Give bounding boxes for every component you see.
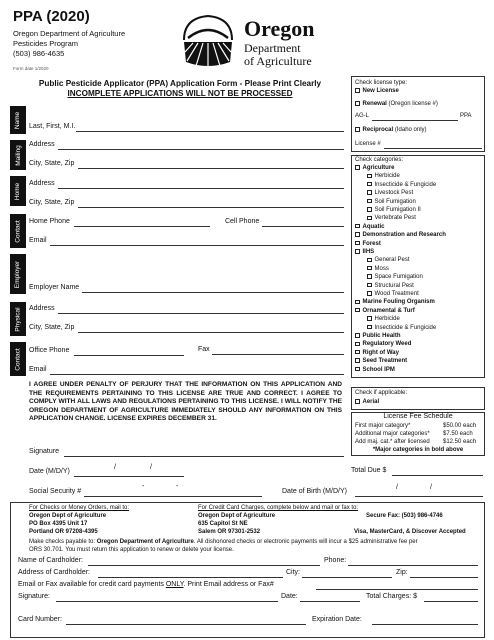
category-checkbox[interactable] [355,198,416,207]
category-checkbox[interactable] [355,223,385,232]
checkbox-icon [367,190,372,195]
form-code-title: PPA (2020) [13,8,90,25]
checkbox-icon [367,283,372,288]
category-label: Space Fumigation [374,274,423,281]
section-physical-tab: Physical [10,302,26,336]
cc-address-line[interactable] [98,577,283,578]
dob-line[interactable] [355,496,483,497]
cc-address-label: Address of Cardholder: [18,569,90,576]
dept-name: Oregon Department of Agriculture [13,29,126,38]
category-checkbox[interactable] [355,290,419,299]
employer-name-line[interactable] [82,292,344,293]
section-contact-tab: Contact [10,214,26,248]
cc-line3: Salem OR 97301-2532 [198,529,261,535]
license-heading: Check license type: [355,80,408,86]
email-suffix: . Print Email address or Fax# [183,581,274,588]
email-label: Email [29,237,47,244]
category-label: Agriculture [362,165,395,171]
employer-name-label: Employer Name [29,284,80,291]
total-due-label: Total Due $ [351,467,387,474]
cc-date-line[interactable] [300,601,360,602]
category-label: General Pest [374,257,410,264]
physical-city-line[interactable] [78,332,344,333]
checkbox-icon [355,241,360,246]
cc-line1: Oregon Dept of Agriculture [198,513,276,519]
home-phone-label: Home Phone [29,218,70,225]
dob-slash-2: / [430,484,432,491]
category-checkbox[interactable] [355,256,410,265]
office-phone-label: Office Phone [29,347,70,354]
cc-phone-line[interactable] [348,565,478,566]
card-number-line[interactable] [66,624,306,625]
category-label: Demonstration and Research [362,232,446,239]
total-due-line[interactable] [392,475,483,476]
cell-phone-label: Cell Phone [225,218,260,225]
form-date: Form date 1/2020 [13,66,49,71]
signature-label: Signature [29,448,59,455]
fee-note: *Major categories in bold above [372,447,464,453]
org-name: Oregon [244,16,315,41]
checkbox-icon [355,127,360,132]
category-checkbox[interactable] [355,307,415,316]
checkbox-icon [367,258,372,263]
category-checkbox[interactable] [355,214,416,223]
reciprocal-note: (Idaho only) [394,127,427,133]
mailing-city-label: City, State, Zip [29,160,75,167]
license-num-label: License # [355,141,381,147]
category-label: Insecticide & Fungicide [374,181,437,188]
last-first-label: Last, First, M.I. [29,123,76,130]
category-label: Regulatory Weed [362,341,412,348]
category-label: Insecticide & Fungicide [374,324,437,331]
mailing-city-line[interactable] [78,168,344,169]
category-label: Wood Treatment [374,291,419,297]
physical-address-label: Address [29,305,55,312]
category-label: Right of Way [362,349,399,356]
checkbox-icon [355,300,360,305]
check-heading: For Checks or Money Orders, mail to: [29,505,130,511]
reciprocal-checkbox[interactable] [355,126,427,135]
cardholder-label: Name of Cardholder: [18,557,83,564]
signature-line[interactable] [64,456,344,457]
home-city-label: City, State, Zip [29,199,75,206]
new-license-label: New License [362,88,399,94]
expiration-label: Expiration Date: [312,616,362,623]
physical-address-line[interactable] [58,313,344,314]
total-charges-label: Total Charges: $ [366,593,417,600]
categories-heading: Check categories: [355,157,404,163]
category-label: Livestock Pest [374,190,414,197]
form-title: Public Pesticide Applicator (PPA) Application Form - Please Print Clearly INCOMPLETE APPLICATIONS WILL NOT BE PROCESSED [38,79,322,98]
total-charges-line[interactable] [424,601,478,602]
category-label: Seed Treatment [362,358,408,365]
category-label: Forest [362,240,381,247]
ssn-dash-2: - [176,483,179,490]
category-label: Marine Fouling Organism [362,299,435,306]
checkbox-icon [355,249,360,254]
cc-heading: For Credit Card Charges, complete below and mail or fax to: [198,505,359,511]
expiration-line[interactable] [372,624,478,625]
mailing-address-label: Address [29,141,55,148]
checkbox-icon [355,399,360,404]
category-label: Ornamental & Turf [362,307,415,314]
last-first-line[interactable] [76,131,344,132]
fee-addmaj-label: Add maj. cat.* after licensed [355,439,430,445]
dept-phone: (503) 986-4635 [13,49,65,58]
cc-signature-label: Signature: [18,593,50,600]
check-line3: Portland OR 97208-4395 [29,529,98,535]
checkbox-icon [367,291,372,296]
cardholder-line[interactable] [88,565,320,566]
cards-accepted: Visa, MasterCard, & Discover Accepted [354,529,466,535]
category-checkbox[interactable] [355,273,423,282]
category-checkbox[interactable] [355,231,446,240]
checkbox-icon [355,165,360,170]
cc-email-label [18,581,274,588]
category-checkbox[interactable] [355,332,401,341]
reciprocal-label: Reciprocal [362,127,394,133]
home-address-label: Address [29,180,55,187]
ssn-line[interactable] [84,496,262,497]
category-checkbox[interactable] [355,172,400,181]
ppa-label: PPA [460,113,472,119]
checkbox-icon [367,216,372,221]
category-checkbox[interactable] [355,240,381,249]
category-label: Structural Pest [374,282,414,289]
checkbox-icon [355,232,360,237]
checkbox-icon [355,342,360,347]
date-slash-2: / [150,464,152,471]
cc-zip-line[interactable] [410,577,478,578]
home-address-line[interactable] [58,188,344,189]
oda-logo-icon [178,12,238,70]
fee-first-amount: $50.00 each [443,423,477,429]
ssn-label: Social Security # [29,488,82,495]
applicable-heading: Check if applicable: [355,390,408,396]
category-checkbox[interactable] [355,248,374,257]
payment-note-1 [29,539,418,547]
category-label: Public Health [362,333,401,339]
category-label: Vertebrate Pest [374,215,416,222]
cc-city-line[interactable] [302,577,392,578]
checkbox-icon [367,199,372,204]
perjury-statement: I AGREE UNDER PENALTY OF PERJURY THAT THE INFORMATION ON THIS APPLICATION AND THE REQUIREMENTS PERTAINING TO THIS LICENSE ARE TRUE AND CORRECT. I AGREE TO COMPLY WITH ALL LAWS AND REGULATIONS PERTAINING TO THIS LICENSE. I WILL NOTIFY THE OREGON DEPARTMENT OF AGRICULTURE IMMEDIATELY SHOULD ANY INFORMATION ON THIS APPLICATION CHANGE. LICENSE EXPIRES DECEMBER 31. [29,381,342,423]
note-suffix: . All dishonored checks or electronic payments will incur a $25 administrative fee per [193,539,418,545]
category-label: Moss [374,265,389,272]
new-license-checkbox[interactable] [355,87,399,96]
category-label: School IPM [362,366,395,373]
cc-phone-label: Phone: [324,557,347,564]
section-employer-tab: Employer [10,254,26,294]
date-line[interactable] [74,476,184,477]
section-home-tab: Home [10,176,26,206]
cc-date-label: Date: [281,593,298,600]
category-checkbox[interactable] [355,324,436,333]
email-line[interactable] [50,245,344,246]
fee-heading: License Fee Schedule [383,413,453,420]
fee-addmaj-amount: $12.50 each [443,439,477,445]
checkbox-icon [355,224,360,229]
category-label: Soil Fumigation II [374,207,421,213]
card-number-label: Card Number: [18,616,62,623]
category-label: Soil Fumigation [374,198,416,205]
category-label: Aquatic [362,223,385,230]
home-city-line[interactable] [78,207,344,208]
cc-city-label: City: [286,569,300,576]
org-line3: of Agriculture [244,54,312,68]
fax-line[interactable] [212,354,344,355]
checkbox-icon [367,325,372,330]
fax-label: Fax [198,346,210,353]
section-mailing-tab: Mailing [10,140,26,170]
secure-fax: Secure Fax: (503) 986-4746 [366,513,443,519]
section-name-tab: Name [10,106,26,134]
category-checkbox[interactable] [355,315,400,324]
checkbox-icon [355,88,360,93]
employer-email-label: Email [29,366,47,373]
category-checkbox[interactable] [355,164,395,173]
agl-label: AG-L [355,113,370,119]
category-checkbox[interactable] [355,357,407,366]
date-label: Date (M/D/Y) [29,468,70,475]
payment-note-2: ORS 30.701. You must return this application to renew or delete your license. [29,547,234,553]
checkbox-icon [355,358,360,363]
renewal-checkbox[interactable] [355,100,438,109]
check-line1: Oregon Dept of Agriculture [29,513,107,519]
cell-phone-line[interactable] [262,226,344,227]
category-label: Herbicide [374,316,400,323]
checkbox-icon [355,101,360,106]
agl-line[interactable] [372,120,458,121]
renewal-note: (Oregon license #) [388,101,438,107]
mailing-address-line[interactable] [58,149,344,150]
org-line2: Department [244,41,301,55]
checkbox-icon [355,333,360,338]
checkbox-icon [367,274,372,279]
checkbox-icon [367,174,372,179]
checkbox-icon [367,182,372,187]
cc-signature-line[interactable] [56,601,278,602]
fee-add-amount: $7.50 each [443,431,473,437]
program-name: Pesticides Program [13,39,79,48]
fee-add-label: Additional major categories* [355,431,430,437]
category-checkbox[interactable] [355,181,436,190]
aerial-label: Aerial [362,399,380,405]
email-prefix: Email or Fax available for credit card payments [18,581,166,588]
dob-slash-1: / [396,484,398,491]
cc-email-line[interactable] [316,589,478,590]
date-slash-1: / [114,464,116,471]
office-phone-line[interactable] [74,355,184,356]
category-checkbox[interactable] [355,282,414,291]
checkbox-icon [367,266,372,271]
cc-zip-label: Zip: [396,569,408,576]
category-checkbox[interactable] [355,298,435,307]
note-payee: Oregon Department of Agriculture [96,539,194,545]
section-contact2-tab: Contact [10,342,26,376]
checkbox-icon [367,316,372,321]
category-checkbox[interactable] [355,366,395,375]
checkbox-icon [355,367,360,372]
category-checkbox[interactable] [355,265,389,274]
checkbox-icon [355,308,360,313]
category-checkbox[interactable] [355,340,411,349]
note-prefix: Make checks payable to: [29,539,97,545]
home-phone-line[interactable] [74,226,210,227]
license-num-line[interactable] [384,148,482,149]
category-checkbox[interactable] [355,349,399,358]
fee-first-label: First major category* [355,423,411,429]
category-checkbox[interactable] [355,189,413,198]
physical-city-label: City, State, Zip [29,324,75,331]
renewal-label: Renewal [362,101,387,107]
checkbox-icon [367,207,372,212]
cc-line2: 635 Capitol St NE [198,521,248,527]
employer-email-line[interactable] [50,374,344,375]
checkbox-icon [355,350,360,355]
ssn-dash-1: - [142,483,145,490]
category-label: IIHS [362,249,375,255]
aerial-checkbox[interactable] [355,398,379,407]
category-checkbox[interactable] [355,206,421,215]
check-line2: PO Box 4395 Unit 17 [29,521,88,527]
dob-label: Date of Birth (M/D/Y) [282,488,347,495]
email-only: ONLY [165,581,184,588]
category-label: Herbicide [374,173,400,180]
